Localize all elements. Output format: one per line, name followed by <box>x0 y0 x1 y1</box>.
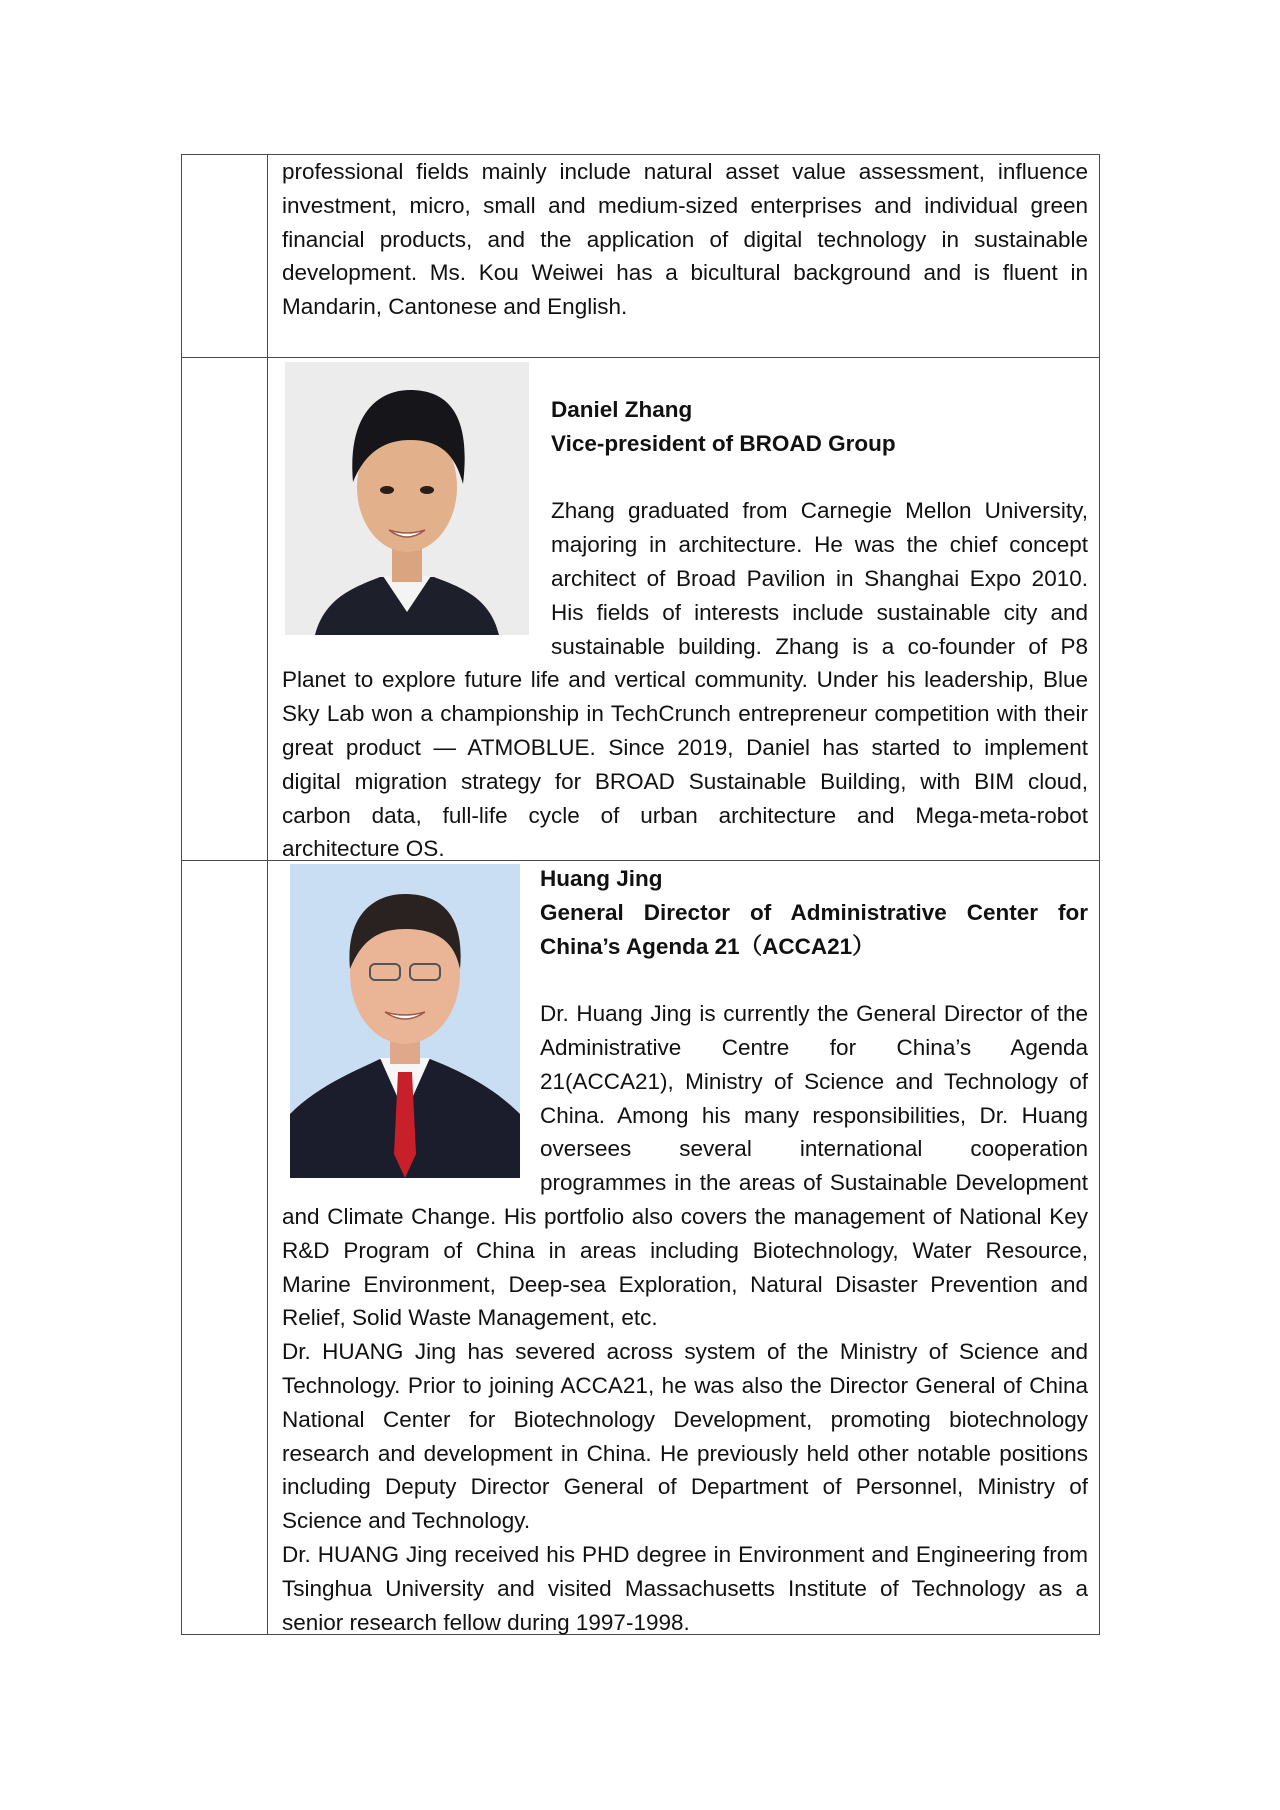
speaker-bio-table <box>181 154 1100 1635</box>
speaker-photo-daniel-zhang <box>285 362 529 635</box>
speaker-cell-huang-jing <box>282 862 1088 1639</box>
speaker-name: Huang Jing <box>540 866 663 891</box>
row-divider <box>182 357 1099 358</box>
speaker-bio: Zhang graduated from Carnegie Mellon University, majoring in architecture. He was the chief concept architect of Broad Pavilion in Shanghai Expo 2010. His fields of interests include sustainable city and sustainable building. Zhang is a co-founder of P8 Planet to explore future life and vertical community. Under his leadership, Blue Sky Lab won a championship in TechCrunch entrepreneur competition with their great product — ATMOBLUE. Since 2019, Daniel has started to implement digital migration strategy for BROAD Sustainable Building, with BIM cloud, carbon data, full-life cycle of urban architecture and Mega-meta-robot architecture OS. <box>282 498 1088 862</box>
speaker-bio-paragraph: Dr. HUANG Jing has severed across system of the Ministry of Science and Technology. Prior to joining ACCA21, he was also the Director General of China National Center for Biotechnology Development, promoting biotechnology research and development in China. He previously held other notable positions including Deputy Director General of Department of Personnel, Ministry of Science and Technology. <box>282 1339 1088 1534</box>
speaker-title: Vice-president of BROAD Group <box>551 430 896 456</box>
continuation-cell <box>282 155 1088 324</box>
speaker-bio-paragraph: Dr. Huang Jing is currently the General Director of the Administrative Centre for China’s Agenda 21(ACCA21), Ministry of Science and Technology of China. Among his many responsibilities, Dr. Huang oversees several international cooperation programmes in the areas of Sustainable Development and Climate Change. His portfolio also covers the management of National Key R&D Program of China in areas including Biotechnology, Water Resource, Marine Environment, Deep-sea Exploration, Natural Disaster Prevention and Relief, Solid Waste Management, etc. <box>282 1001 1088 1331</box>
speaker-name: Daniel Zhang <box>551 397 693 422</box>
speaker-photo-huang-jing <box>290 864 520 1178</box>
column-divider <box>267 155 268 1634</box>
speaker-cell-daniel-zhang <box>282 359 1088 866</box>
speaker-title: General Director of Administrative Center for China’s Agenda 21（ACCA21） <box>540 899 1088 959</box>
continuation-paragraph: professional fields mainly include natural asset value assessment, influence investment, micro, small and medium-sized enterprises and individual green financial products, and the application of digital technology in sustainable development. Ms. Kou Weiwei has a bicultural background and is fluent in Mandarin, Cantonese and English. <box>282 159 1088 320</box>
speaker-bio-paragraph: Dr. HUANG Jing received his PHD degree in Environment and Engineering from Tsinghua University and visited Massachusetts Institute of Technology as a senior research fellow during 1997-1998. <box>282 1541 1088 1635</box>
